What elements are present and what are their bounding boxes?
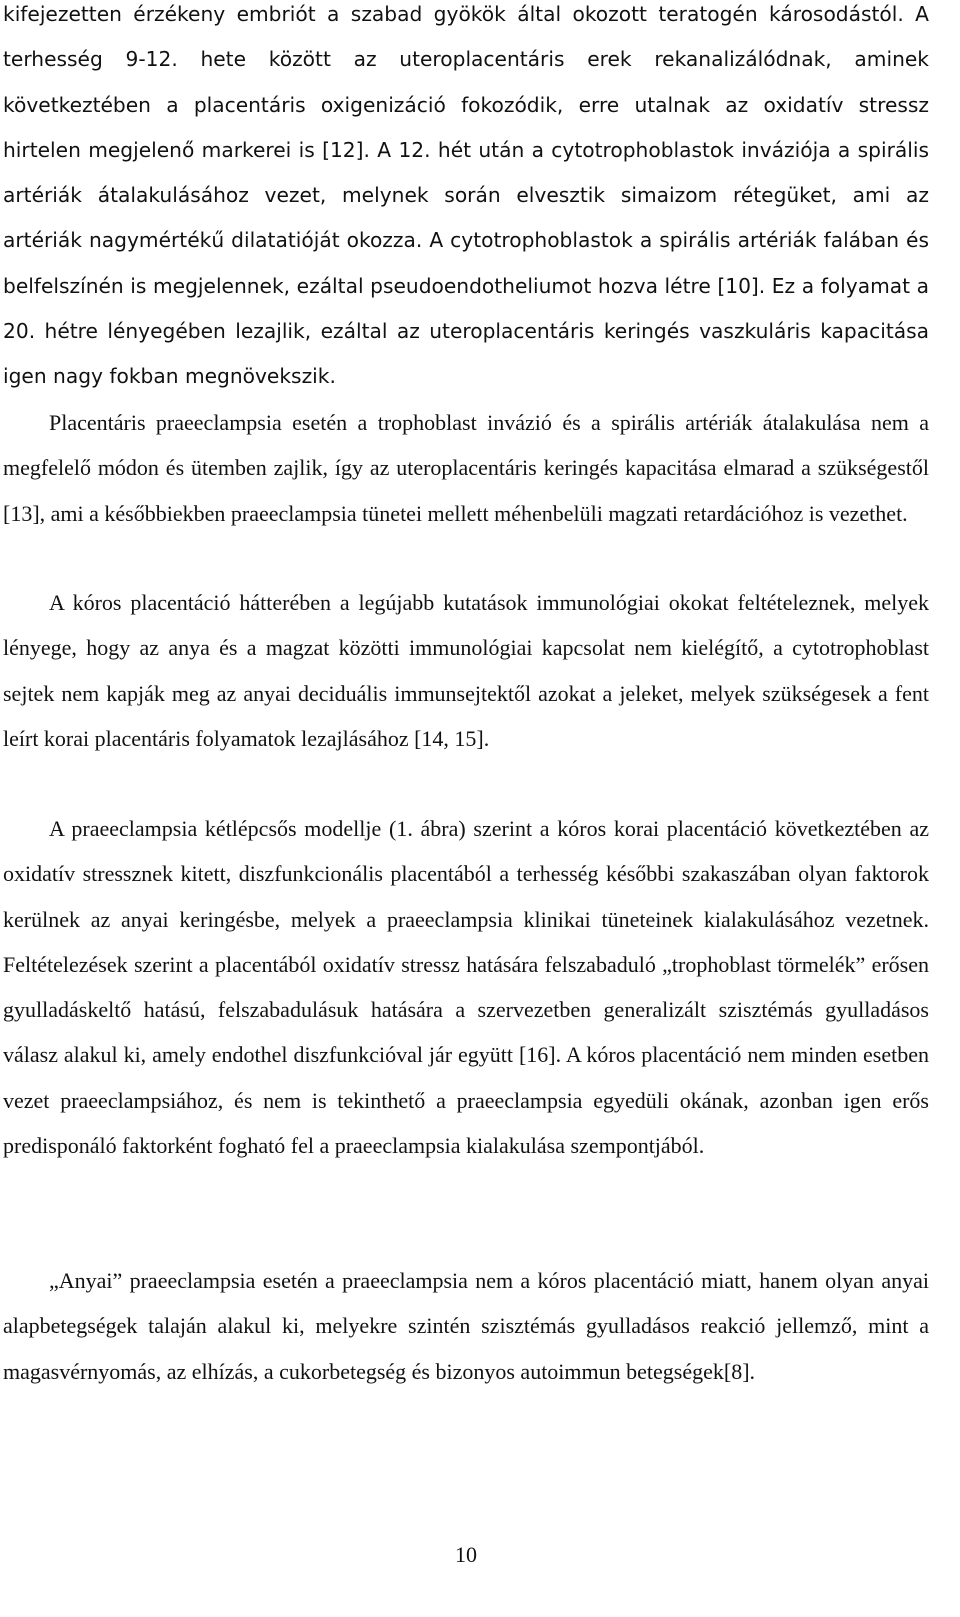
paragraph-2: Placentáris praeeclampsia esetén a trophoblast invázió és a spirális artériák átalakulása nem a megfelelő módon és ütemben zajlik, így az uteroplacentáris keringés kapacitása elmarad a szükségestől [13], ami a későbbiekben praeeclampsia tünetei mellett méhenbelüli magzati retardációhoz is vezethet. — [3, 410, 929, 526]
paragraph-5: „Anyai” praeeclampsia esetén a praeeclampsia nem a kóros placentáció miatt, hanem olyan anyai alapbetegségek talaján alakul ki, melyekre szintén szisztémás gyulladásos reakció jellemző, mint a magasvérnyomás, az elhízás, a cukorbetegség és bizonyos autoimmun betegségek[8]. — [3, 1268, 929, 1384]
paragraph-3: A kóros placentáció hátterében a legújabb kutatások immunológiai okokat feltételeznek, melyek lényege, hogy az anya és a magzat közötti immunológiai kapcsolat nem kielégítő, a cytotrophoblast sejtek nem kapják meg az anyai deciduális immunsejtektől azokat a jeleket, melyek szükségesek a fent leírt korai placentáris folyamatok lezajlásához [14, 15]. — [3, 590, 929, 751]
paragraph-4: A praeeclampsia kétlépcsős modellje (1. ábra) szerint a kóros korai placentáció következtében az oxidatív stressznek kitett, diszfunkcionális placentából a terhesség későbbi szakaszában olyan faktorok kerülnek az anyai keringésbe, melyek a praeeclampsia klinikai tüneteinek kialakulásához vezetnek. Feltételezések szerint a placentából oxidatív stressz hatására felszabaduló „trophoblast törmelék” erősen gyulladáskeltő hatású, felszabadulásuk hatására a szervezetben generalizált szisztémás gyulladásos válasz alakul ki, amely endothel diszfunkcióval jár együtt [16]. A kóros placentáció nem minden esetben vezet praeeclampsiához, és nem is tekinthető a praeeclampsia egyedüli okának, azonban igen erős predisponáló faktorként fogható fel a praeeclampsia kialakulása szempontjából. — [3, 816, 929, 1159]
paragraph-1: kifejezetten érzékeny embriót a szabad gyökök által okozott teratogén károsodástól. A terhesség 9-12. hete között az uteroplacentáris erek rekanalizálódnak, aminek következtében a placentáris oxigenizáció fokozódik, erre utalnak az oxidatív stressz hirtelen megjelenő markerei is [12]. A 12. hét után a cytotrophoblastok inváziója a spirális artériák átalakulásához vezet, melynek során elvesztik simaizom rétegüket, ami az artériák nagymértékű dilatatióját okozza. A cytotrophoblastok a spirális artériák falában és belfelszínén is megjelennek, ezáltal pseudoendotheliumot hozva létre [10]. Ez a folyamat a 20. hétre lényegében lezajlik, ezáltal az uteroplacentáris keringés vaszkuláris kapacitása igen nagy fokban megnövekszik. — [3, 2, 929, 389]
page-number: 10 — [455, 1542, 477, 1567]
